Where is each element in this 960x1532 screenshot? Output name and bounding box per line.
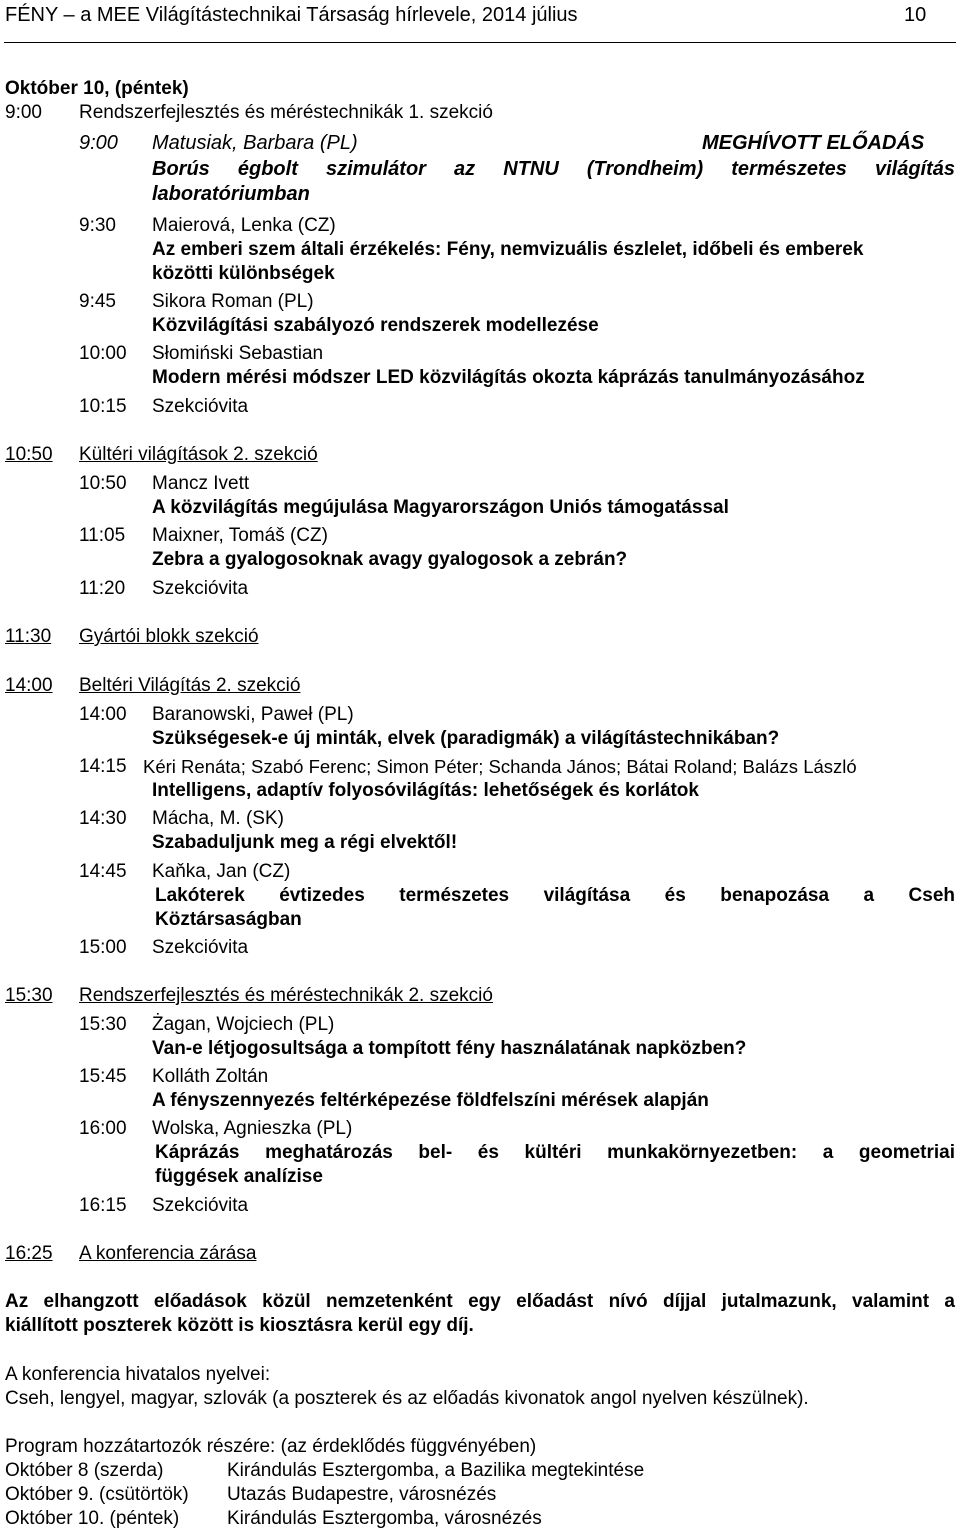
session-title: Kültéri világítások 2. szekció	[79, 444, 318, 465]
session-title: Gyártói blokk szekció	[79, 626, 259, 647]
talk-time: 9:45	[79, 291, 116, 312]
session-time: 16:25	[5, 1243, 53, 1264]
talk-speaker: Kolláth Zoltán	[152, 1066, 269, 1087]
companion-day: Október 9. (csütörtök)	[5, 1484, 189, 1505]
talk-title: Zebra a gyalogosoknak avagy gyalogosok a zebrán?	[152, 549, 628, 570]
discussion-label: Szekcióvita	[152, 578, 249, 599]
page-number: 10	[904, 4, 927, 26]
discussion-label: Szekcióvita	[152, 937, 249, 958]
talk-time: 14:00	[79, 704, 127, 725]
session-title: Beltéri Világítás 2. szekció	[79, 675, 301, 696]
day-heading: Október 10, (péntek)	[5, 78, 189, 99]
talk-speaker: Matusiak, Barbara (PL)	[152, 132, 358, 154]
talk-title: A közvilágítás megújulása Magyarországon Uniós támogatással	[152, 497, 729, 518]
talk-speaker: Maierová, Lenka (CZ)	[152, 215, 336, 236]
talk-title: A fényszennyezés feltérképezése földfelszíni mérések alapján	[152, 1090, 709, 1111]
talk-time: 11:05	[79, 525, 126, 546]
talk-title: Közvilágítási szabályozó rendszerek modellezése	[152, 315, 599, 336]
header-rule	[4, 42, 956, 43]
companion-day: Október 10. (péntek)	[5, 1508, 180, 1529]
discussion-label: Szekcióvita	[152, 1195, 249, 1216]
discussion-time: 16:15	[79, 1195, 127, 1216]
discussion-label: Szekcióvita	[152, 396, 249, 417]
talk-time: 14:15	[79, 756, 127, 777]
talk-title: Lakóterek évtizedes természetes világítása és benapozása a Cseh	[155, 885, 955, 906]
talk-speaker: Mácha, M. (SK)	[152, 808, 284, 829]
session-title: Rendszerfejlesztés és méréstechnikák 1. szekció	[79, 102, 493, 123]
talk-time: 10:50	[79, 473, 127, 494]
session-time: 11:30	[5, 626, 52, 647]
talk-time: 15:45	[79, 1066, 127, 1087]
talk-speaker: Wolska, Agnieszka (PL)	[152, 1118, 353, 1139]
talk-speaker: Żagan, Wojciech (PL)	[152, 1014, 335, 1035]
talk-speaker: Kaňka, Jan (CZ)	[152, 861, 291, 882]
companion-heading: Program hozzátartozók részére: (az érdeklődés függvényében)	[5, 1436, 537, 1457]
talk-title: Szükségesek-e új minták, elvek (paradigmák) a világítástechnikában?	[152, 728, 780, 749]
talk-time: 10:00	[79, 343, 127, 364]
talk-time: 15:30	[79, 1014, 127, 1035]
discussion-time: 11:20	[79, 578, 126, 599]
session-time: 14:00	[5, 675, 53, 696]
talk-time: 9:00	[79, 132, 118, 154]
talk-title-cont: Köztársaságban	[155, 909, 302, 930]
companion-activity: Utazás Budapestre, városnézés	[227, 1484, 497, 1505]
talk-time: 14:30	[79, 808, 127, 829]
invited-talk-badge: MEGHÍVOTT ELŐADÁS	[702, 132, 925, 154]
newsletter-title: FÉNY – a MEE Világítástechnikai Társaság hírlevele, 2014 július	[5, 4, 578, 26]
session-title: Rendszerfejlesztés és méréstechnikák 2. szekció	[79, 985, 493, 1006]
discussion-time: 15:00	[79, 937, 127, 958]
talk-title: Szabaduljunk meg a régi elvektől!	[152, 832, 458, 853]
talk-title: Az emberi szem általi érzékelés: Fény, nemvizuális észlelet, időbeli és emberek	[152, 239, 864, 260]
talk-title: Intelligens, adaptív folyosóvilágítás: lehetőségek és korlátok	[152, 780, 699, 801]
talk-time: 16:00	[79, 1118, 127, 1139]
talk-title: Van-e létjogosultsága a tompított fény használatának napközben?	[152, 1038, 747, 1059]
talk-time: 9:30	[79, 215, 116, 236]
session-time: 9:00	[5, 102, 42, 123]
language-label: A konferencia hivatalos nyelvei:	[5, 1364, 271, 1385]
session-title: A konferencia zárása	[79, 1243, 257, 1264]
talk-title: Káprázás meghatározás bel- és kültéri munkakörnyezetben: a geometriai	[155, 1142, 955, 1163]
talk-title-cont: közötti különbségek	[152, 263, 335, 284]
session-time: 10:50	[5, 444, 53, 465]
discussion-time: 10:15	[79, 396, 127, 417]
session-time: 15:30	[5, 985, 53, 1006]
award-note-cont: kiállított poszterek között is kiosztásra kerül egy díj.	[5, 1315, 474, 1336]
talk-speaker: Słomiński Sebastian	[152, 343, 324, 364]
talk-title-cont: függések analízise	[155, 1166, 323, 1187]
companion-day: Október 8 (szerda)	[5, 1460, 164, 1481]
talk-title: Modern mérési módszer LED közvilágítás okozta káprázás tanulmányozásához	[152, 367, 865, 388]
talk-speaker: Sikora Roman (PL)	[152, 291, 314, 312]
talk-speaker: Maixner, Tomáš (CZ)	[152, 525, 328, 546]
language-text: Cseh, lengyel, magyar, szlovák (a poszterek és az előadás kivonatok angol nyelven készülnek).	[5, 1388, 809, 1409]
talk-title: Borús égbolt szimulátor az NTNU (Trondheim) természetes világítás	[152, 158, 955, 180]
companion-activity: Kirándulás Esztergomba, a Bazilika megtekintése	[227, 1460, 645, 1481]
award-note: Az elhangzott előadások közül nemzetenként egy előadást nívó díjjal jutalmazunk, valamint a	[5, 1291, 955, 1312]
companion-activity: Kirándulás Esztergomba, városnézés	[227, 1508, 542, 1529]
talk-speaker: Baranowski, Paweł (PL)	[152, 704, 354, 725]
talk-time: 14:45	[79, 861, 127, 882]
talk-speaker: Mancz Ivett	[152, 473, 250, 494]
talk-title-cont: laboratóriumban	[152, 183, 310, 205]
talk-speaker: Kéri Renáta; Szabó Ferenc; Simon Péter; Schanda János; Bátai Roland; Balázs László	[143, 756, 857, 777]
